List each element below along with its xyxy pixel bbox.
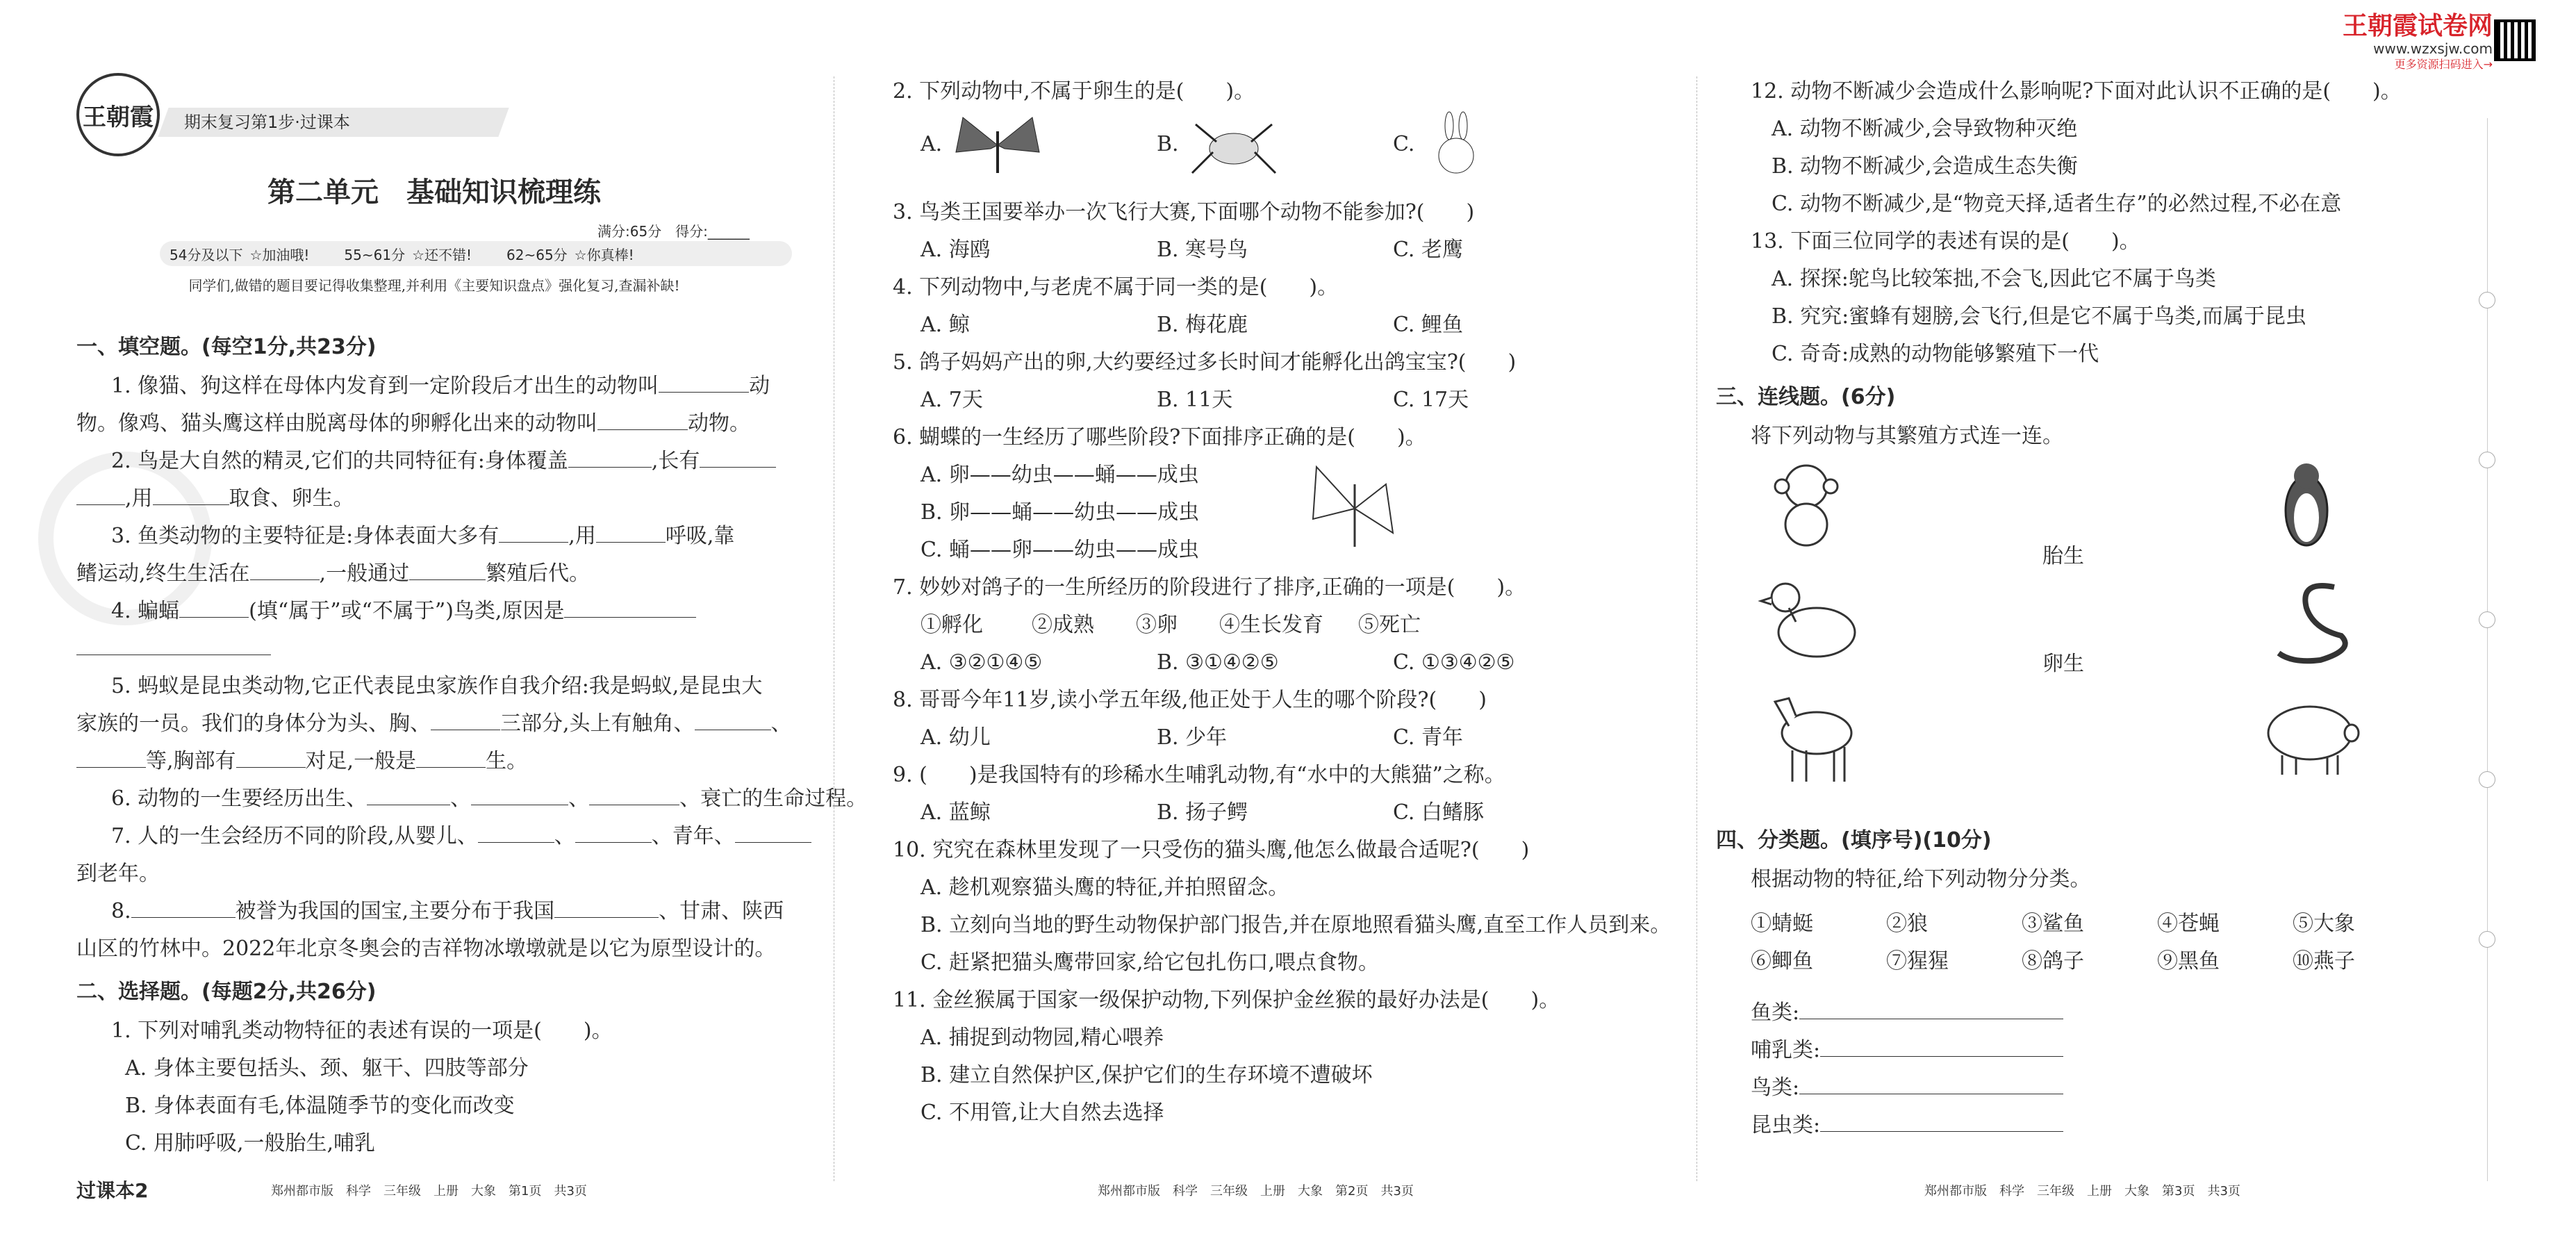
option-b[interactable]: B. 动物不断减少,会造成生态失衡: [1772, 154, 2078, 179]
question-mc-6: 6. 蝴蝶的一生经历了哪些阶段?下面排序正确的是( )。: [893, 425, 1426, 450]
question-6-options: [893, 456, 1692, 569]
option-c[interactable]: C. 赶紧把猫头鹰带回家,给它包扎伤口,喂点食物。: [920, 950, 1380, 975]
answer-blank[interactable]: [409, 559, 486, 580]
butterfly-icon: [949, 110, 1046, 180]
answer-blank[interactable]: [1820, 1036, 2063, 1057]
question-mc-9: 9. ( )是我国特有的珍稀水生哺乳动物,有“水中的大熊猫”之称。: [893, 763, 1505, 787]
label-viviparous[interactable]: 胎生: [2042, 544, 2084, 568]
category-insect: 昆虫类:: [1751, 1107, 2459, 1144]
brand-name: 王朝霞试卷网: [2342, 12, 2493, 40]
binding-edge: [2487, 118, 2488, 1181]
footer-page-1: 郑州都市版 科学 三年级 上册 大象 第1页 共3页: [271, 1184, 587, 1199]
page-1: [76, 66, 868, 1192]
section-title: 二、选择题。(每题2分,共26分): [76, 980, 377, 1004]
answer-blank[interactable]: [76, 484, 125, 505]
question-5: 5. 蚂蚁是昆虫类动物,它正代表昆虫家族作自我介绍:我是蚂蚁,是昆虫大: [111, 674, 763, 698]
binding-hole-icon: [2479, 931, 2495, 948]
grade-bar: [160, 241, 792, 266]
logo: 王朝霞: [76, 73, 160, 156]
question-2-cont: ,用 取食、卵生。: [76, 480, 792, 518]
option-c[interactable]: C. 青年: [1393, 725, 1463, 750]
question-8-options: [893, 719, 1692, 757]
answer-blank[interactable]: [1799, 1073, 2063, 1094]
binding-hole-icon: [2479, 611, 2495, 628]
option-c[interactable]: C.: [1393, 110, 1629, 194]
stage: ③卵: [1136, 613, 1178, 637]
butterfly-icon: [1303, 456, 1407, 561]
question-4: 4. 蝙蝠 (填“属于”或“不属于”)鸟类,原因是: [76, 593, 792, 630]
question-4-options: [893, 306, 1692, 344]
question-7-stages: [893, 607, 1692, 644]
question-mc-10: 10. 究究在森林里发现了一只受伤的猫头鹰,他怎么做最合适呢?( ): [893, 838, 1530, 862]
binding-hole-icon: [2479, 771, 2495, 788]
option-b[interactable]: B. 寒号鸟: [1157, 238, 1248, 262]
question-3-cont: 鳍运动,终生生活在 ,一般通过 繁殖后代。: [76, 555, 792, 593]
option-c[interactable]: C. 白鳍豚: [1393, 800, 1484, 825]
score-box: 满分:65分 得分:______: [597, 223, 750, 240]
section-desc: 根据动物的特征,给下列动物分分类。: [1751, 867, 2091, 891]
option-a[interactable]: A.: [920, 110, 1157, 194]
option-b[interactable]: B. 建立自然保护区,保护它们的生存环境不遭破坏: [920, 1063, 1373, 1087]
section-desc: 将下列动物与其繁殖方式连一连。: [1751, 424, 2063, 448]
option-a[interactable]: A. 鲸: [920, 313, 970, 337]
question-mc-7: 7. 妙妙对鸽子的一生所经历的阶段进行了排序,正确的一项是( )。: [893, 575, 1526, 600]
grade-comment-2: ☆还不错!: [412, 246, 472, 263]
question-9-options: [893, 794, 1692, 832]
animal-item: ②狼: [1886, 912, 1928, 936]
page-3: [1716, 66, 2459, 1192]
animal-item: ④苍蝇: [2157, 912, 2220, 936]
answer-blank[interactable]: [659, 372, 749, 393]
duck-icon[interactable]: [1758, 566, 1862, 670]
question-3-options: [893, 231, 1692, 269]
option-b[interactable]: B. 卵——蛹——幼虫——成虫: [920, 500, 1200, 525]
animal-item: ①蜻蜓: [1751, 912, 1813, 936]
option-c[interactable]: C. 鲤鱼: [1393, 313, 1463, 337]
question-8-cont: 山区的竹林中。2022年北京冬奥会的吉祥物冰墩墩就是以它为原型设计的。: [76, 937, 776, 961]
answer-blank[interactable]: [179, 597, 249, 618]
snake-icon[interactable]: [2272, 573, 2362, 670]
category-bird: 鸟类:: [1751, 1069, 2459, 1107]
question-1: 1. 像猫、狗这样在母体内发育到一定阶段后才出生的动物叫 动: [76, 368, 792, 405]
category-fish: 鱼类:: [1751, 994, 2459, 1032]
animal-item: ⑩燕子: [2293, 949, 2355, 973]
answer-blank[interactable]: [554, 897, 659, 918]
answer-blank[interactable]: [568, 447, 652, 468]
option-c[interactable]: C. 用肺呼吸,一般胎生,哺乳: [125, 1131, 376, 1155]
answer-blank[interactable]: [153, 484, 229, 505]
animal-row-1: [1716, 905, 2459, 943]
brand-url[interactable]: www.wzxsjw.com: [2373, 40, 2493, 57]
label-oviparous[interactable]: 卵生: [2042, 652, 2084, 676]
rabbit-icon: [1421, 110, 1491, 180]
page-header: [76, 66, 792, 177]
question-5-cont2: 等,胸部有 对足,一般是 生。: [76, 743, 792, 780]
question-mc-2: 2. 下列动物中,不属于卵生的是( )。: [893, 79, 1255, 104]
goat-icon[interactable]: [1758, 677, 1862, 789]
option-a[interactable]: A. 探探:鸵鸟比较笨拙,不会飞,因此它不属于鸟类: [1772, 267, 2216, 291]
option-c[interactable]: C. 不用管,让大自然去选择: [920, 1101, 1164, 1125]
page-divider: [1696, 76, 1697, 1181]
footer-page-3: 郑州都市版 科学 三年级 上册 大象 第3页 共3页: [1924, 1184, 2240, 1199]
animal-row-2: [1716, 943, 2459, 980]
question-8: 8. 被誉为我国的国宝,主要分布于我国 、甘肃、陕西: [76, 893, 792, 930]
question-7-options: [893, 644, 1692, 682]
answer-blank[interactable]: [431, 709, 500, 730]
question-6: 6. 动物的一生要经历出生、 、 、 、衰亡的生命过程。: [76, 780, 792, 818]
question-mc-12: 12. 动物不断减少会造成什么影响呢?下面对此认识不正确的是( )。: [1751, 79, 2402, 104]
question-2: 2. 鸟是大自然的精灵,它们的共同特征有:身体覆盖 ,长有: [76, 443, 792, 480]
option-a[interactable]: A. 捕捉到动物园,精心喂养: [920, 1026, 1164, 1050]
classification-answers: [1716, 994, 2459, 1144]
animal-item: ⑦猩猩: [1886, 949, 1949, 973]
answer-blank[interactable]: [250, 559, 320, 580]
instruction-note: 同学们,做错的题目要记得收集整理,并利用《主要知识盘点》强化复习,查漏补缺!: [188, 277, 680, 294]
grade-level-3: 62~65分: [506, 246, 568, 263]
grade-level-1: 54分及以下: [170, 246, 243, 263]
option-c[interactable]: C. 动物不断减少,是“物竞天择,适者生存”的必然过程,不必在意: [1772, 192, 2342, 216]
option-b[interactable]: B. 立刻向当地的野生动物保护部门报告,并在原地照看猫头鹰,直至工作人员到来。: [920, 913, 1671, 937]
footer-page-2: 郑州都市版 科学 三年级 上册 大象 第2页 共3页: [1098, 1184, 1414, 1199]
pig-icon[interactable]: [2258, 691, 2362, 782]
section-title: 三、连线题。(6分): [1716, 385, 1896, 409]
answer-blank[interactable]: [589, 784, 679, 805]
question-3: 3. 鱼类动物的主要特征是:身体表面大多有 ,用 呼吸,靠: [76, 518, 792, 555]
option-b[interactable]: B. 少年: [1157, 725, 1228, 750]
answer-blank[interactable]: [367, 784, 450, 805]
brand-tip: 更多资源扫码进入→: [2394, 58, 2493, 71]
question-7-cont: 到老年。: [76, 862, 160, 886]
tag-text: 期末复习第1步·过课本: [184, 113, 350, 132]
question-mc-11: 11. 金丝猴属于国家一级保护动物,下列保护金丝猴的最好办法是( )。: [893, 988, 1560, 1012]
answer-blank[interactable]: [575, 822, 652, 843]
question-mc-8: 8. 哥哥今年11岁,读小学五年级,他正处于人生的哪个阶段?( ): [893, 688, 1487, 712]
section-title: 一、填空题。(每空1分,共23分): [76, 335, 377, 359]
question-mc-4: 4. 下列动物中,与老虎不属于同一类的是( )。: [893, 275, 1339, 299]
page-title: 第二单元 基础知识梳理练: [267, 176, 601, 208]
option-b[interactable]: B. 扬子鳄: [1157, 800, 1248, 825]
section-fill-blank: [76, 323, 868, 1162]
section-title: 四、分类题。(填序号)(10分): [1716, 828, 1992, 853]
option-a[interactable]: A. 动物不断减少,会导致物种灭绝: [1772, 117, 2078, 141]
answer-blank[interactable]: [131, 897, 236, 918]
penguin-icon[interactable]: [2272, 455, 2341, 552]
option-a[interactable]: A. 蓝鲸: [920, 800, 991, 825]
option-b[interactable]: B. 梅花鹿: [1157, 313, 1248, 337]
page-2: [893, 66, 1692, 1192]
animal-item: ⑧鸽子: [2022, 949, 2084, 973]
animal-item: ⑤大象: [2293, 912, 2355, 936]
matching-area: [1716, 455, 2459, 816]
question-2-options: [893, 110, 1692, 194]
answer-blank[interactable]: [564, 597, 696, 618]
stage: ①孵化: [920, 613, 983, 637]
question-mc-5: 5. 鸽子妈妈产出的卵,大约要经过多长时间才能孵化出鸽宝宝?( ): [893, 350, 1517, 374]
stage: ②成熟: [1032, 613, 1094, 637]
option-b[interactable]: B. ③①④②⑤: [1157, 650, 1279, 675]
option-a[interactable]: A. 趁机观察猫头鹰的特征,并拍照留念。: [920, 875, 1289, 900]
answer-blank[interactable]: [416, 747, 486, 768]
option-b[interactable]: B. 11天: [1157, 388, 1233, 412]
option-c[interactable]: C. 奇奇:成熟的动物能够繁殖下一代: [1772, 342, 2099, 366]
option-c[interactable]: C. ①③④②⑤: [1393, 650, 1515, 675]
binding-hole-icon: [2479, 452, 2495, 468]
question-5-options: [893, 381, 1692, 419]
answer-blank[interactable]: [76, 747, 146, 768]
answer-blank[interactable]: [596, 522, 666, 543]
grade-level-2: 55~61分: [344, 246, 406, 263]
monkey-icon[interactable]: [1758, 455, 1855, 552]
animal-item: ⑥鲫鱼: [1751, 949, 1813, 973]
option-a[interactable]: A. 海鸥: [920, 238, 991, 262]
answer-blank[interactable]: [597, 409, 688, 430]
question-mc-13: 13. 下面三位同学的表述有误的是( )。: [1751, 229, 2140, 254]
stage: ⑤死亡: [1358, 613, 1421, 637]
answer-blank[interactable]: [471, 784, 568, 805]
answer-blank[interactable]: [236, 747, 306, 768]
option-b[interactable]: B. 究究:蜜蜂有翅膀,会飞行,但是它不属于鸟类,而属于昆虫: [1772, 304, 2306, 329]
option-a[interactable]: A. 卵——幼虫——蛹——成虫: [920, 463, 1199, 487]
answer-blank[interactable]: [700, 447, 776, 468]
option-a[interactable]: A. 幼儿: [920, 725, 991, 750]
grade-comment-3: ☆你真棒!: [574, 246, 634, 263]
footer-label: 过课本2: [76, 1179, 149, 1202]
question-5-cont: 家族的一员。我们的身体分为头、胸、 三部分,头上有触角、 、: [76, 705, 792, 743]
answer-blank[interactable]: [1799, 998, 2063, 1019]
option-c[interactable]: C. 老鹰: [1393, 238, 1463, 262]
answer-blank[interactable]: [499, 522, 568, 543]
category-mammal: 哺乳类:: [1751, 1032, 2459, 1069]
option-b[interactable]: B. 身体表面有毛,体温随季节的变化而改变: [125, 1094, 515, 1118]
answer-blank[interactable]: [76, 634, 271, 655]
animal-item: ③鲨鱼: [2022, 912, 2084, 936]
animal-item: ⑨黑鱼: [2157, 949, 2220, 973]
question-mc-3: 3. 鸟类王国要举办一次飞行大赛,下面哪个动物不能参加?( ): [893, 200, 1475, 224]
binding-hole-icon: [2479, 292, 2495, 308]
qr-code-icon[interactable]: [2494, 19, 2536, 61]
frog-icon: [1185, 110, 1282, 180]
question-4-cont: [76, 630, 792, 668]
option-c[interactable]: C. 蛹——卵——幼虫——成虫: [920, 538, 1199, 562]
answer-blank[interactable]: [478, 822, 554, 843]
option-a[interactable]: A. ③②①④⑤: [920, 650, 1043, 675]
answer-blank[interactable]: [695, 709, 771, 730]
option-a[interactable]: A. 7天: [920, 388, 983, 412]
question-1-cont: 物。像鸡、猫头鹰这样由脱离母体的卵孵化出来的动物叫 动物。: [76, 405, 792, 443]
answer-blank[interactable]: [1820, 1111, 2063, 1132]
option-c[interactable]: C. 17天: [1393, 388, 1469, 412]
grade-comment-1: ☆加油哦!: [249, 246, 310, 263]
option-b[interactable]: B.: [1157, 110, 1393, 194]
question-mc-1: 1. 下列对哺乳类动物特征的表述有误的一项是( )。: [111, 1019, 613, 1043]
brand-header: [2343, 13, 2493, 72]
option-a[interactable]: A. 身体主要包括头、颈、躯干、四肢等部分: [125, 1056, 529, 1080]
answer-blank[interactable]: [735, 822, 811, 843]
stage: ④生长发育: [1219, 613, 1323, 637]
question-7: 7. 人的一生会经历不同的阶段,从婴儿、 、 、青年、: [76, 818, 792, 855]
